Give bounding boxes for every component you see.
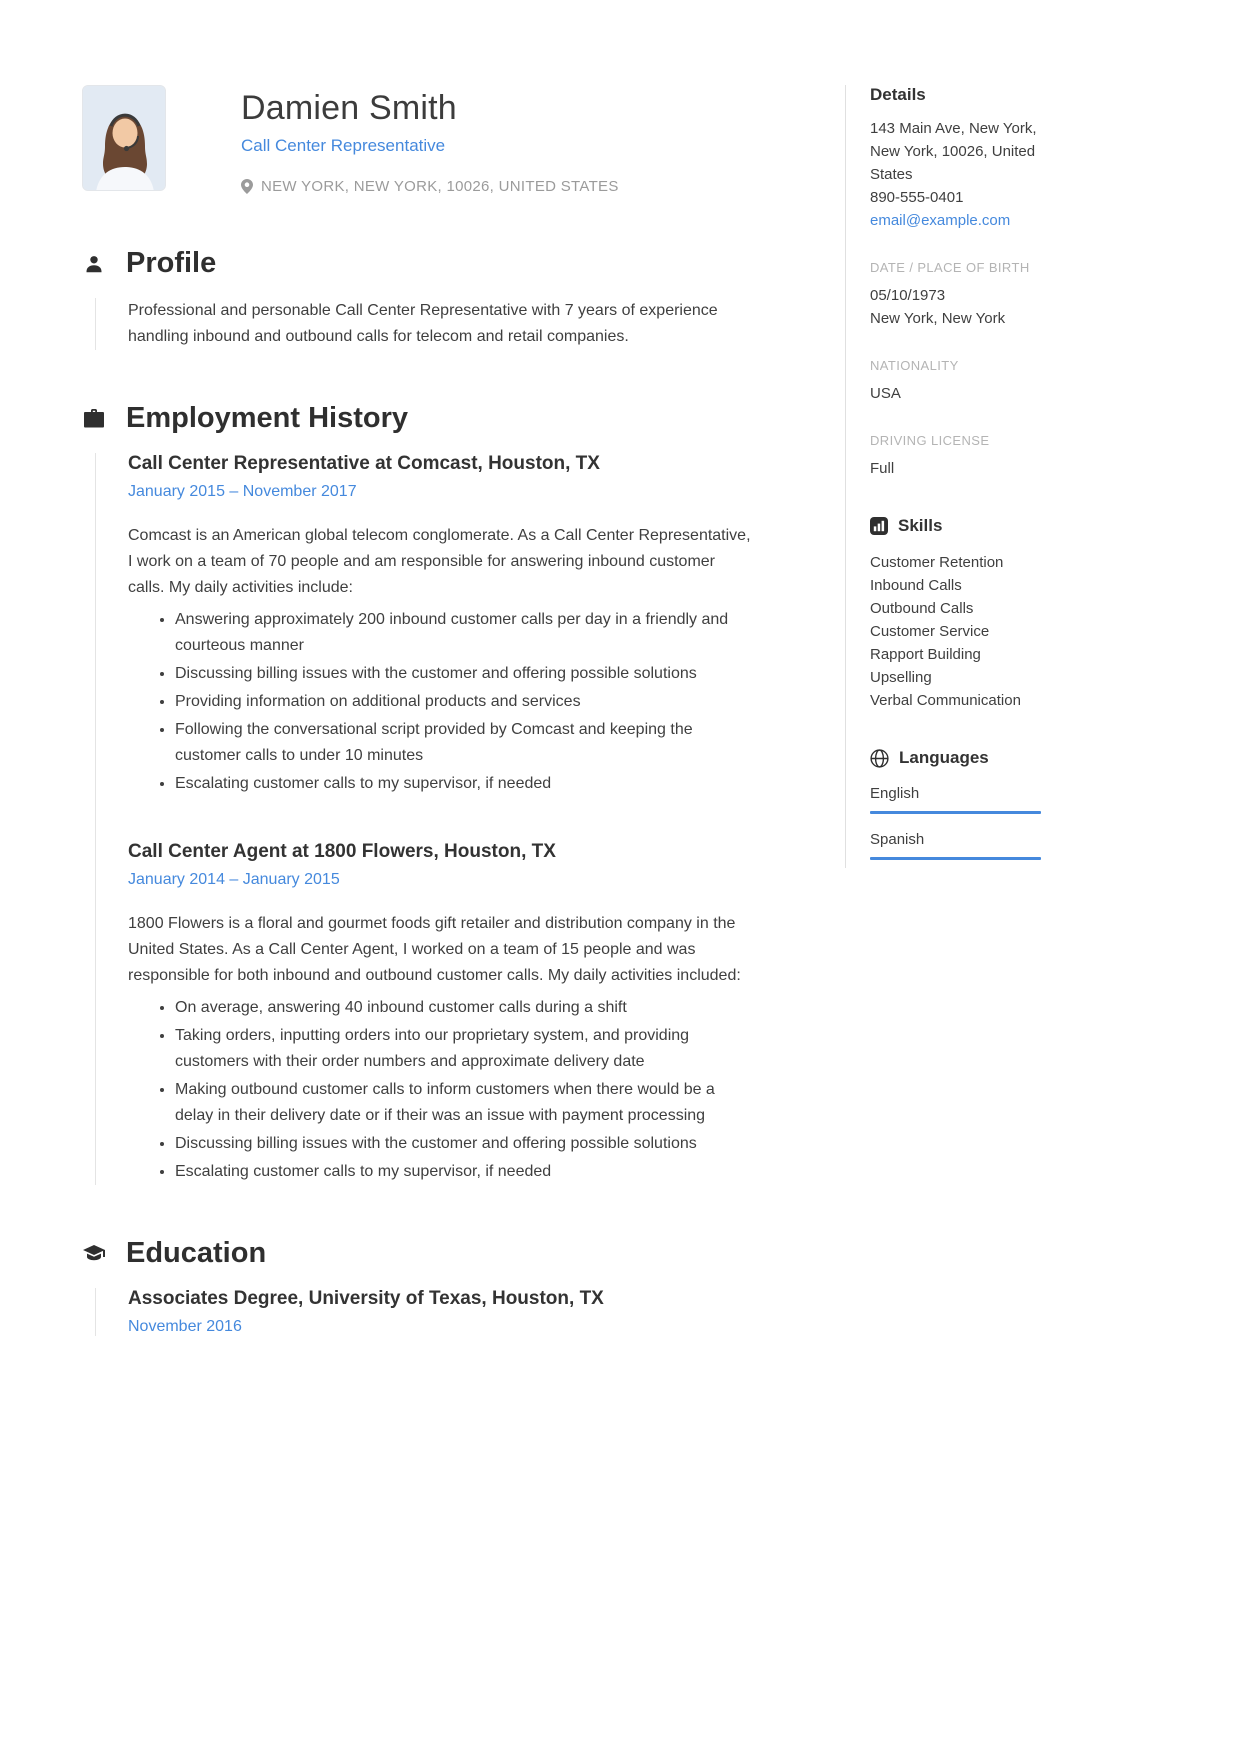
location-row bbox=[241, 178, 619, 195]
language-item bbox=[870, 785, 1041, 814]
languages-list bbox=[870, 785, 1041, 860]
language-name: English bbox=[870, 785, 920, 802]
main-column bbox=[82, 85, 822, 1336]
skill-item: Customer Retention bbox=[870, 554, 1004, 571]
driving-license-label: DRIVING LICENSE bbox=[870, 433, 990, 448]
nationality-label: NATIONALITY bbox=[870, 358, 959, 373]
bullet-item: • Following the conversational script provided by Comcast and keeping the customer calls to under 10 minutes bbox=[175, 717, 755, 769]
section-education bbox=[82, 1237, 822, 1336]
skill-item: Verbal Communication bbox=[870, 692, 1021, 709]
language-level-bar bbox=[870, 811, 1041, 814]
profile-heading: Profile bbox=[126, 247, 217, 279]
skill-item: Inbound Calls bbox=[870, 577, 962, 594]
birth-label: DATE / PLACE OF BIRTH bbox=[870, 260, 1030, 275]
graduation-cap-icon bbox=[82, 1245, 106, 1263]
job-bullet-list bbox=[128, 607, 755, 797]
candidate-name: Damien Smith bbox=[241, 89, 457, 127]
location-text: NEW YORK, NEW YORK, 10026, UNITED STATES bbox=[261, 178, 619, 195]
job-entry-dates: January 2014 – January 2015 bbox=[128, 871, 340, 888]
job-entry-dates: January 2015 – November 2017 bbox=[128, 483, 357, 500]
bullet-item: • Making outbound customer calls to inform customers when there would be a delay in their delivery date or if their was an issue with payment processing bbox=[175, 1077, 755, 1129]
job-bullet-list bbox=[128, 995, 755, 1185]
bullet-item: • On average, answering 40 inbound customer calls during a shift bbox=[175, 995, 755, 1021]
person-icon bbox=[82, 254, 106, 274]
profile-photo bbox=[82, 85, 166, 191]
section-profile bbox=[82, 247, 822, 350]
header-text bbox=[241, 85, 619, 195]
driving-license-value: Full bbox=[870, 460, 895, 477]
job-entry-title: Call Center Representative at Comcast, Houston, TX bbox=[128, 453, 600, 474]
details-email-link[interactable]: email@example.com bbox=[870, 212, 1011, 229]
education-section-head bbox=[82, 1237, 822, 1270]
details-phone: 890-555-0401 bbox=[870, 189, 964, 206]
profile-section-head bbox=[82, 247, 822, 280]
skills-list bbox=[870, 551, 1041, 712]
skill-item: Upselling bbox=[870, 669, 932, 686]
education-body bbox=[95, 1288, 755, 1336]
education-date: November 2016 bbox=[128, 1318, 242, 1335]
birth-date: 05/10/1973 bbox=[870, 287, 946, 304]
skill-item: Outbound Calls bbox=[870, 600, 974, 617]
languages-heading: Languages bbox=[899, 748, 989, 767]
bullet-item: • Taking orders, inputting orders into our proprietary system, and providing customers with their order numbers and approximate delivery date bbox=[175, 1023, 755, 1075]
languages-section-head bbox=[870, 748, 1041, 768]
language-item bbox=[870, 831, 1041, 860]
details-address: 143 Main Ave, New York, New York, 10026, United States bbox=[870, 120, 1037, 183]
employment-body bbox=[95, 453, 755, 1185]
bullet-item: • Escalating customer calls to my supervisor, if needed bbox=[175, 771, 755, 797]
globe-icon bbox=[870, 749, 889, 768]
job-entry-description: 1800 Flowers is a floral and gourmet foods gift retailer and distribution company in the United States. As a Call Center Agent, I worked on a team of 15 people and was responsible for both inbound and outbound customer calls. My daily activities included: bbox=[128, 915, 741, 984]
skills-section-head bbox=[870, 516, 1041, 536]
bullet-item: • Discussing billing issues with the customer and offering possible solutions bbox=[175, 1131, 755, 1157]
job-entry bbox=[128, 841, 755, 1185]
skills-heading: Skills bbox=[898, 516, 943, 535]
education-degree: Associates Degree, University of Texas, Houston, TX bbox=[128, 1288, 604, 1309]
bullet-item: • Providing information on additional products and services bbox=[175, 689, 755, 715]
profile-text: Professional and personable Call Center Representative with 7 years of experience handling inbound and outbound calls for telecom and retail companies. bbox=[128, 302, 718, 345]
job-entry-description: Comcast is an American global telecom conglomerate. As a Call Center Representative, I work on a team of 70 people and am responsible for answering inbound customer calls. My daily activities include: bbox=[128, 527, 751, 596]
employment-section-head bbox=[82, 402, 822, 435]
birth-place: New York, New York bbox=[870, 310, 1006, 327]
details-heading: Details bbox=[870, 85, 926, 104]
nationality-value: USA bbox=[870, 385, 901, 402]
profile-photo-image bbox=[83, 86, 166, 191]
briefcase-icon bbox=[82, 409, 106, 428]
skills-chart-icon bbox=[870, 517, 888, 535]
bullet-item: • Discussing billing issues with the customer and offering possible solutions bbox=[175, 661, 755, 687]
bullet-item: • Answering approximately 200 inbound customer calls per day in a friendly and courteous manner bbox=[175, 607, 755, 659]
profile-body bbox=[95, 298, 755, 350]
sidebar bbox=[845, 85, 1041, 868]
skill-item: Customer Service bbox=[870, 623, 990, 640]
skill-item: Rapport Building bbox=[870, 646, 981, 663]
bullet-item: • Escalating customer calls to my supervisor, if needed bbox=[175, 1159, 755, 1185]
job-entry-title: Call Center Agent at 1800 Flowers, Houston, TX bbox=[128, 841, 556, 862]
employment-heading: Employment History bbox=[126, 402, 408, 434]
education-heading: Education bbox=[126, 1237, 267, 1269]
language-level-bar bbox=[870, 857, 1041, 860]
location-pin-icon bbox=[241, 179, 253, 194]
job-entry bbox=[128, 453, 755, 797]
language-name: Spanish bbox=[870, 831, 925, 848]
section-employment bbox=[82, 402, 822, 1185]
candidate-job-title: Call Center Representative bbox=[241, 136, 446, 155]
header bbox=[82, 85, 822, 195]
